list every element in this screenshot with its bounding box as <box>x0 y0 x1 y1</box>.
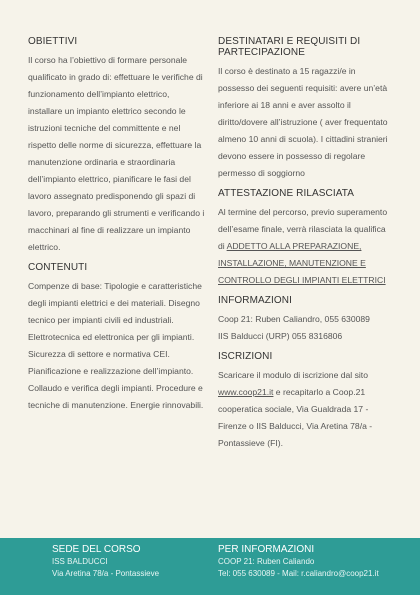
footer-sede-address: Via Aretina 78/a - Pontassieve <box>52 569 160 578</box>
obiettivi-text: Il corso ha l’obiettivo di formare personale qualificato in grado di: effettuare le verifiche di funzionamento dell’impianto elettrico, installare un impianto elettrico secondo le istruzioni tecniche del committente e nel rispetto delle norme di sicurezza, effettuare la manutenzione ordinaria e straordinaria dell’impianto elettrico, pianificare le fasi del lavoro assegnato predisponendo gli spazi di lavoro, preparando gli strumenti e verificando i macchinari al fine di realizzare un impianto elettrico. <box>28 55 205 252</box>
contenuti-text: Compenze di base: Tipologie e caratteristiche degli impianti elettrici e dei materiali. Disegno tecnico per impianti civili ed industriali. Elettrotecnica ed elettronica per gli impianti. Sicurezza di settore e normativa CEI. Pianificazione e realizzazione dell’impianto. Collaudo e verifica degli impianti. Procedure e tecniche di manutenzione. Energie rinnovabili. <box>28 281 204 410</box>
informazioni-coop21: Coop 21: Ruben Caliandro, 055 630089 <box>218 314 370 324</box>
informazioni-balducci: IIS Balducci (URP) 055 8316806 <box>218 331 343 341</box>
attestazione-heading: ATTESTAZIONE RILASCIATA <box>218 188 355 199</box>
left-column <box>28 36 206 420</box>
footer-sede-school: ISS BALDUCCI <box>52 557 108 566</box>
section-attestazione <box>218 188 394 289</box>
destinatari-heading: DESTINATARI E REQUISITI DI PARTECIPAZIONE <box>218 36 361 58</box>
informazioni-heading: INFORMAZIONI <box>218 295 292 306</box>
section-contenuti <box>28 262 206 414</box>
informazioni-text <box>218 311 394 345</box>
iscrizioni-heading: ISCRIZIONI <box>218 351 273 362</box>
footer-info <box>218 544 408 580</box>
iscrizioni-intro: Scaricare il modulo di iscrizione dal sito <box>218 370 368 380</box>
section-destinatari <box>218 36 394 182</box>
footer-info-phone-mail: Tel: 055 630089 - Mail: r.caliandro@coop21.it <box>218 569 379 578</box>
footer-sede <box>52 544 202 580</box>
coop21-website-link[interactable]: www.coop21.it <box>218 387 274 397</box>
right-column <box>218 36 394 458</box>
contenuti-heading: CONTENUTI <box>28 262 88 273</box>
obiettivi-heading: OBIETTIVI <box>28 36 78 47</box>
footer-bar <box>0 538 420 595</box>
section-obiettivi <box>28 36 206 256</box>
footer-info-title: PER INFORMAZIONI <box>218 544 315 555</box>
destinatari-text: Il corso è destinato a 15 ragazzi/e in possesso dei seguenti requisiti: avere un’età inferiore ai 18 anni e aver assolto il diritto/dovere all’istruzione ( aver frequentato almeno 10 anni di scuola). I cittadini stranieri devono essere in possesso di regolare permesso di soggiorno <box>218 66 388 178</box>
section-informazioni <box>218 295 394 345</box>
attestazione-text-intro: Al termine del percorso, previo superamento dell’esame finale, verrà rilasciata la qualifica di <box>218 207 388 251</box>
qualifica-title: ADDETTO ALLA PREPARAZIONE, INSTALLAZIONE, MANUTENZIONE E CONTROLLO DEGLI IMPIANTI ELETTRICI <box>218 241 386 285</box>
attestazione-text <box>218 204 394 289</box>
section-iscrizioni <box>218 351 394 452</box>
footer-sede-title: SEDE DEL CORSO <box>52 544 141 555</box>
footer-info-contact: COOP 21: Ruben Caliando <box>218 557 315 566</box>
iscrizioni-text <box>218 367 394 452</box>
iscrizioni-details: e recapitarlo a Coop.21 cooperatica sociale, Via Gualdrada 17 - Firenze o IIS Balducci, Via Aretina 78/a - Pontassieve (FI). <box>218 387 373 448</box>
